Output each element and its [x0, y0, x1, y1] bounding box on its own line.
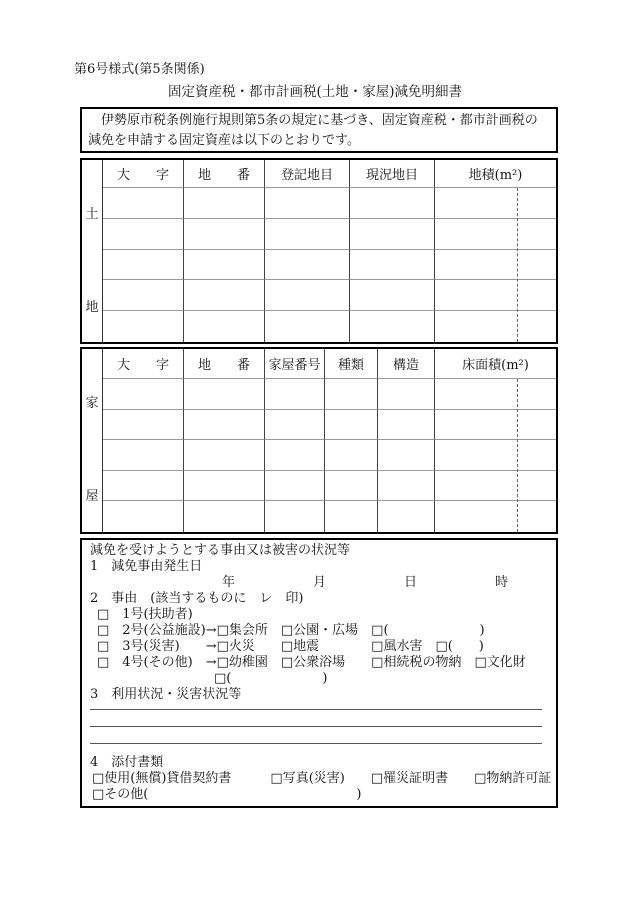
table-cell[interactable]: [350, 250, 435, 281]
reason-heading: 減免を受けようとする事由又は被害の状況等: [90, 543, 351, 558]
land-header-oaza: 大 字: [103, 160, 184, 188]
table-cell[interactable]: [350, 311, 435, 342]
table-cell[interactable]: [435, 311, 556, 342]
page-title: 固定資産税・都市計画税(土地・家屋)減免明細書: [167, 84, 463, 100]
table-cell[interactable]: [184, 219, 265, 250]
table-cell[interactable]: [103, 440, 184, 471]
checkbox-row-no3-disaster[interactable]: □ 3号(災害) →□火災 □地震 □風水害 □( ): [97, 639, 484, 654]
land-label-char-bottom: 地: [85, 300, 99, 315]
checkbox-row-no4-other-blank[interactable]: □( ): [97, 671, 328, 686]
land-header-registered-category: 登記地目: [265, 160, 350, 188]
item1-occurrence-date-label: 1 減免事由発生日: [90, 559, 203, 574]
table-cell[interactable]: [265, 471, 325, 502]
table-cell[interactable]: [184, 280, 265, 311]
table-cell[interactable]: [325, 410, 378, 441]
table-cell[interactable]: [378, 471, 435, 502]
table-cell[interactable]: [265, 280, 350, 311]
building-label-char-bottom: 屋: [85, 489, 99, 504]
write-in-line[interactable]: [90, 743, 542, 744]
land-header-area: 地積(m²): [435, 160, 556, 188]
table-cell[interactable]: [184, 471, 265, 502]
checkbox-row-attachments[interactable]: □使用(無償)貸借契約書 □写真(災害) □罹災証明書 □物納許可証: [92, 771, 552, 786]
building-table-grid: [103, 349, 556, 532]
item4-attachments-label: 4 添付書類: [90, 755, 164, 770]
land-label-char-top: 土: [85, 207, 99, 222]
land-table-side-label: [82, 160, 103, 342]
date-fill-in-line[interactable]: 年 月 日 時: [222, 575, 509, 590]
table-cell[interactable]: [103, 410, 184, 441]
building-header-house-number: 家屋番号: [265, 349, 325, 379]
form-number: 第6号様式(第5条関係): [74, 62, 205, 77]
building-header-structure: 構造: [378, 349, 435, 379]
table-cell[interactable]: [265, 188, 350, 219]
table-cell[interactable]: [350, 219, 435, 250]
item3-usage-status-label: 3 利用状況・災害状況等: [90, 687, 242, 702]
building-table: [80, 347, 558, 534]
table-cell[interactable]: [103, 219, 184, 250]
table-cell[interactable]: [378, 440, 435, 471]
table-cell[interactable]: [435, 501, 556, 532]
table-cell[interactable]: [435, 379, 556, 410]
table-cell[interactable]: [350, 188, 435, 219]
table-cell[interactable]: [435, 471, 556, 502]
land-header-current-category: 現況地目: [350, 160, 435, 188]
table-cell[interactable]: [103, 501, 184, 532]
table-cell[interactable]: [103, 280, 184, 311]
table-cell[interactable]: [265, 311, 350, 342]
table-cell[interactable]: [184, 440, 265, 471]
table-cell[interactable]: [265, 219, 350, 250]
item2-reason-label: 2 事由 (該当するものに レ 印): [90, 591, 304, 606]
table-cell[interactable]: [184, 379, 265, 410]
building-header-type: 種類: [325, 349, 378, 379]
notice-text: 伊勢原市税条例施行規則第5条の規定に基づき、固定資産税・都市計画税の減免を申請する固定資産は以下のとおりです。: [88, 113, 538, 149]
building-header-floor-area: 床面積(m²): [435, 349, 556, 379]
table-cell[interactable]: [378, 501, 435, 532]
checkbox-row-no4-other[interactable]: □ 4号(その他) →□幼稚園 □公衆浴場 □相続税の物納 □文化財: [97, 655, 526, 670]
notice-box: [80, 107, 558, 153]
land-table-grid: [103, 160, 556, 342]
reason-section: [80, 538, 558, 808]
table-cell[interactable]: [103, 250, 184, 281]
table-cell[interactable]: [435, 280, 556, 311]
table-cell[interactable]: [265, 379, 325, 410]
table-cell[interactable]: [325, 379, 378, 410]
table-cell[interactable]: [378, 379, 435, 410]
checkbox-row-attachments-other[interactable]: □その他( ): [92, 787, 362, 802]
table-cell[interactable]: [265, 440, 325, 471]
table-cell[interactable]: [325, 501, 378, 532]
table-cell[interactable]: [378, 410, 435, 441]
table-cell[interactable]: [435, 188, 556, 219]
table-cell[interactable]: [325, 440, 378, 471]
building-table-side-label: [82, 349, 103, 532]
table-cell[interactable]: [435, 440, 556, 471]
write-in-line[interactable]: [90, 726, 542, 727]
table-cell[interactable]: [184, 250, 265, 281]
area-decimal-dashed-line: [517, 188, 518, 342]
checkbox-row-no2-public-facility[interactable]: □ 2号(公益施設)→□集会所 □公園・広場 □( ): [97, 623, 485, 638]
table-cell[interactable]: [184, 501, 265, 532]
write-in-line[interactable]: [90, 709, 542, 710]
land-table: [80, 158, 558, 344]
table-cell[interactable]: [184, 188, 265, 219]
building-header-oaza: 大 字: [103, 349, 184, 379]
building-header-lot-number: 地 番: [184, 349, 265, 379]
checkbox-row-no1-dependent[interactable]: □ 1号(扶助者): [97, 607, 193, 622]
table-cell[interactable]: [103, 471, 184, 502]
table-cell[interactable]: [435, 410, 556, 441]
table-cell[interactable]: [103, 379, 184, 410]
table-cell[interactable]: [435, 250, 556, 281]
table-cell[interactable]: [265, 501, 325, 532]
table-cell[interactable]: [184, 410, 265, 441]
table-cell[interactable]: [103, 311, 184, 342]
table-cell[interactable]: [265, 250, 350, 281]
table-cell[interactable]: [350, 280, 435, 311]
land-header-lot-number: 地 番: [184, 160, 265, 188]
floor-area-decimal-dashed-line: [517, 379, 518, 532]
table-cell[interactable]: [325, 471, 378, 502]
table-cell[interactable]: [265, 410, 325, 441]
table-cell[interactable]: [435, 219, 556, 250]
table-cell[interactable]: [103, 188, 184, 219]
table-cell[interactable]: [184, 311, 265, 342]
building-label-char-top: 家: [85, 396, 99, 411]
